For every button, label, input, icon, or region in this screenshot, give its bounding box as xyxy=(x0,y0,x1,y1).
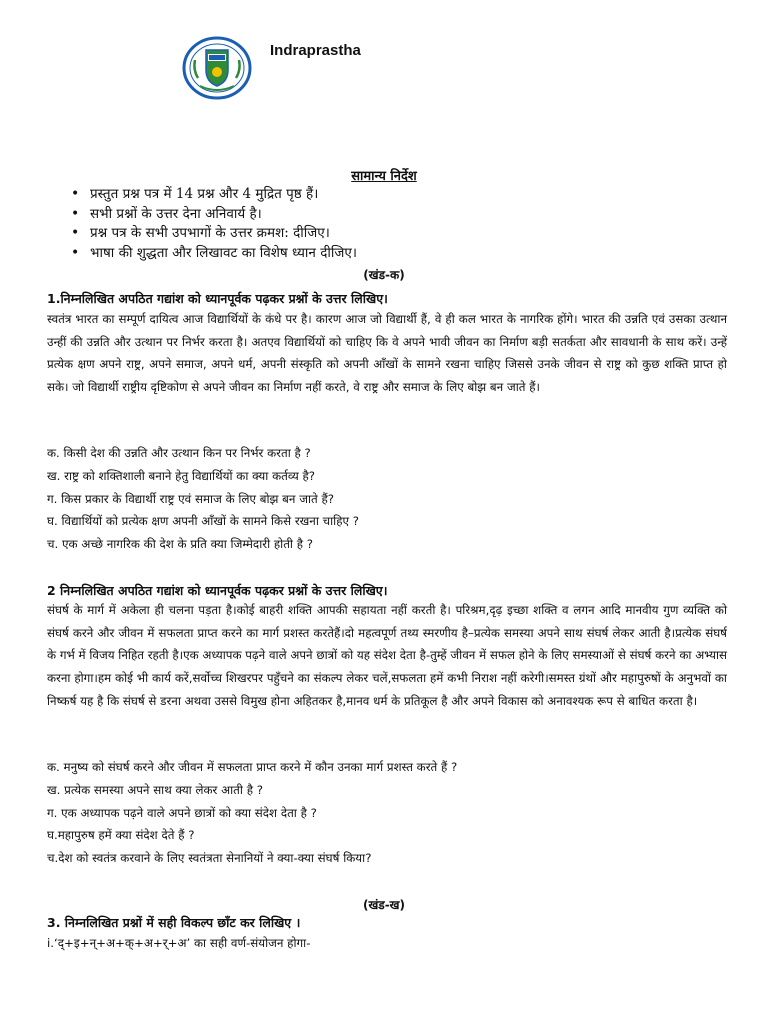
subquestion: घ.महापुरुष हमें क्या संदेश देते हैं ? xyxy=(47,828,195,843)
question-1-passage: स्वतंत्र भारत का सम्पूर्ण दायित्व आज विद्यार्थियों के कंधे पर है। कारण आज जो विद्यार्थी हैं, वे ही कल भारत के नागरिक होंगे। भारत की उन्नति एवं उसका उत्थान उन्हीं की उन्नति और उत्थान पर निर्भर करता है। अतएव विद्यार्थियों को चाहिए कि वे अपने भावी जीवन का निर्माण बड़ी सतर्कता और सावधानी के साथ करें। उन्हें प्रत्येक क्षण अपने राष्ट्र, अपने समाज, अपने धर्म, अपनी संस्कृति को अपनी आँखों के सामने रखना चाहिए जिससे उनके जीवन से राष्ट्र को कुछ शक्ति प्राप्त हो सके। जो विद्यार्थी राष्ट्रीय दृष्टिकोण से अपने जीवन का निर्माण नहीं करते, वे राष्ट्र और समाज के लिए बोझ बन जाते हैं। xyxy=(47,312,727,395)
instruction-item: • प्रस्तुत प्रश्न पत्र में 14 प्रश्न और 4 मुद्रित पृष्ठ हैं। xyxy=(68,185,357,205)
question-3-heading: 3. निम्नलिखित प्रश्नों में सही विकल्प छाँट कर लिखिए । xyxy=(47,915,301,930)
question-3-first-item: i.‘द्+इ+न्+अ+क्+अ+र्+अ’ का सही वर्ण-संयोजन होगा- xyxy=(47,936,311,950)
general-instructions-list xyxy=(68,185,357,263)
subquestion: ग. एक अध्यापक पढ़ने वाले अपने छात्रों को क्या संदेश देता है ? xyxy=(47,805,317,820)
section-b-heading: (खंड-ख) xyxy=(362,898,405,912)
question-2-subquestions xyxy=(47,756,457,870)
subquestion: ग. किस प्रकार के विद्यार्थी राष्ट्र एवं समाज के लिए बोझ बन जाते हैं? xyxy=(47,491,335,506)
subquestion: च. एक अच्छे नागरिक की देश के प्रति क्या जिम्मेदारी होती है ? xyxy=(47,537,314,552)
section-a-heading: (खंड-क) xyxy=(363,268,405,282)
question-2-heading: 2 निम्नलिखित अपठित गद्यांश को ध्यानपूर्वक पढ़कर प्रश्नों के उत्तर लिखिए। xyxy=(47,583,388,598)
question-2-passage: संघर्ष के मार्ग में अकेला ही चलना पड़ता है।कोई बाहरी शक्ति आपकी सहायता नहीं करती है। परिश्रम,दृढ़ इच्छा शक्ति व लगन आदि मानवीय गुण व्यक्ति को संघर्ष करने और जीवन में सफलता प्राप्त करने का मार्ग प्रशस्त करतेहैं।दो महत्वपूर्ण तथ्य स्मरणीय है–प्रत्येक समस्या अपने साथ संघर्ष लेकर आती है।प्रत्येक संघर्ष के गर्भ में विजय निहित रहती है।एक अध्यापक पढ़ने वाले अपने छात्रों को यह संदेश देता है-तुम्हें जीवन में सफल होने के लिए समस्याओं से संघर्ष करने का अभ्यास करना होगा।हम कोई भी कार्य करें,सर्वोच्च शिखरपर पहुँचने का संकल्प लेकर चलें,सफलता हमें कभी निराश नहीं करेगी।समस्त ग्रंथों और महापुरुषों के अनुभवों का निष्कर्ष यह है कि संघर्ष से डरना अथवा उससे विमुख होना अहितकर है,मानव धर्म के प्रतिकूल है और अपने विकास को अनावश्यक रूप से बाधित करता है। xyxy=(47,603,727,708)
subquestion: ख. प्रत्येक समस्या अपने साथ क्या लेकर आती है ? xyxy=(47,782,263,797)
school-name: Indraprastha xyxy=(270,42,361,59)
subquestion: च.देश को स्वतंत्र करवाने के लिए स्वतंत्रता सेनानियों ने क्या-क्या संघर्ष किया? xyxy=(47,851,372,866)
subquestion: ख. राष्ट्र को शक्तिशाली बनाने हेतु विद्यार्थियों का क्या कर्तव्य है? xyxy=(47,468,316,483)
school-emblem-icon xyxy=(182,36,252,100)
school-logo xyxy=(182,36,252,100)
instruction-item: • सभी प्रश्नों के उत्तर देना अनिवार्य है। xyxy=(68,205,357,225)
instruction-item: • भाषा की शुद्धता और लिखावट का विशेष ध्यान दीजिए। xyxy=(68,244,357,264)
subquestion: क. मनुष्य को संघर्ष करने और जीवन में सफलता प्राप्त करने में कौन उनका मार्ग प्रशस्त करते हैं ? xyxy=(47,760,458,774)
instruction-item: • प्रश्न पत्र के सभी उपभागों के उत्तर क्रमश: दीजिए। xyxy=(68,224,357,244)
subquestion: क. किसी देश की उन्नति और उत्थान किन पर निर्भर करता है ? xyxy=(47,446,311,460)
question-1-subquestions xyxy=(47,442,359,556)
subquestion: घ. विद्यार्थियों को प्रत्येक क्षण अपनी आँखों के सामने किसे रखना चाहिए ? xyxy=(47,514,360,529)
general-instructions-title: सामान्य निर्देश xyxy=(351,169,417,184)
question-1-heading: 1.निम्नलिखित अपठित गद्यांश को ध्यानपूर्वक पढ़कर प्रश्नों के उत्तर लिखिए। xyxy=(47,291,388,306)
